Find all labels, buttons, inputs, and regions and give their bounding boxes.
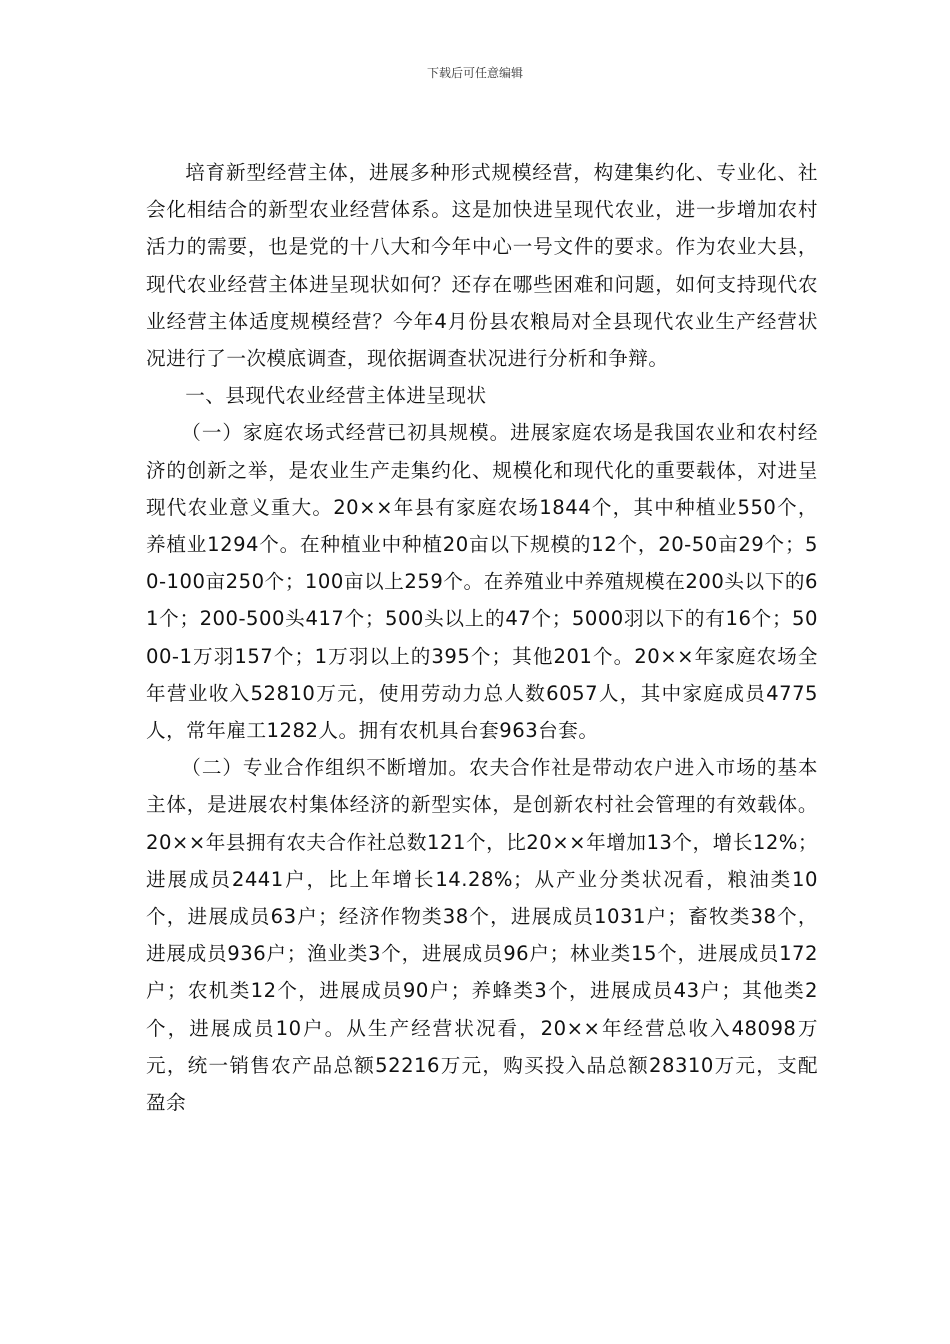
intro-paragraph: 培育新型经营主体，进展多种形式规模经营，构建集约化、专业化、社会化相结合的新型农业经营体系。这是加快进呈现代农业，进一步增加农村活力的需要，也是党的十八大和今年中心一号文件的要求。作为农业大县，现代农业经营主体进呈现状如何？还存在哪些困难和问题，如何支持现代农业经营主体适度规模经营？今年4月份县农粮局对全县现代农业生产经营状况进行了一次模底调查，现依据调查状况进行分析和争辩。: [146, 161, 818, 371]
section-heading: 一、县现代农业经营主体进呈现状: [185, 384, 487, 408]
page-header-note: 下载后可任意编辑: [426, 66, 523, 80]
document-body: [146, 154, 818, 1121]
family-farm-paragraph: （一）家庭农场式经营已初具规模。进展家庭农场是我国农业和农村经济的创新之举，是农业生产走集约化、规模化和现代化的重要载体，对进呈现代农业意义重大。20××年县有家庭农场1844个，其中种植业550个，养植业1294个。在种植业中种植20亩以下规模的12个，20-50亩29个；50-100亩250个；100亩以上259个。在养殖业中养殖规模在200头以下的61个；200-500头417个；500头以上的47个；5000羽以下的有16个；5000-1万羽157个；1万羽以上的395个；其他201个。20××年家庭农场全年营业收入52810万元，使用劳动力总人数6057人，其中家庭成员4775人，常年雇工1282人。拥有农机具台套963台套。: [146, 421, 818, 743]
cooperative-paragraph: （二）专业合作组织不断增加。农夫合作社是带动农户进入市场的基本主体，是进展农村集体经济的新型实体，是创新农村社会管理的有效载体。20××年县拥有农夫合作社总数121个，比20××年增加13个，增长12%；进展成员2441户，比上年增长14.28%；从产业分类状况看，粮油类10个，进展成员63户；经济作物类38个，进展成员1031户；畜牧类38个，进展成员936户；渔业类3个，进展成员96户；林业类15个，进展成员172户；农机类12个，进展成员90户；养蜂类3个，进展成员43户；其他类2个，进展成员10户。从生产经营状况看，20××年经营总收入48098万元，统一销售农产品总额52216万元，购买投入品总额28310万元，支配盈余: [146, 756, 818, 1115]
